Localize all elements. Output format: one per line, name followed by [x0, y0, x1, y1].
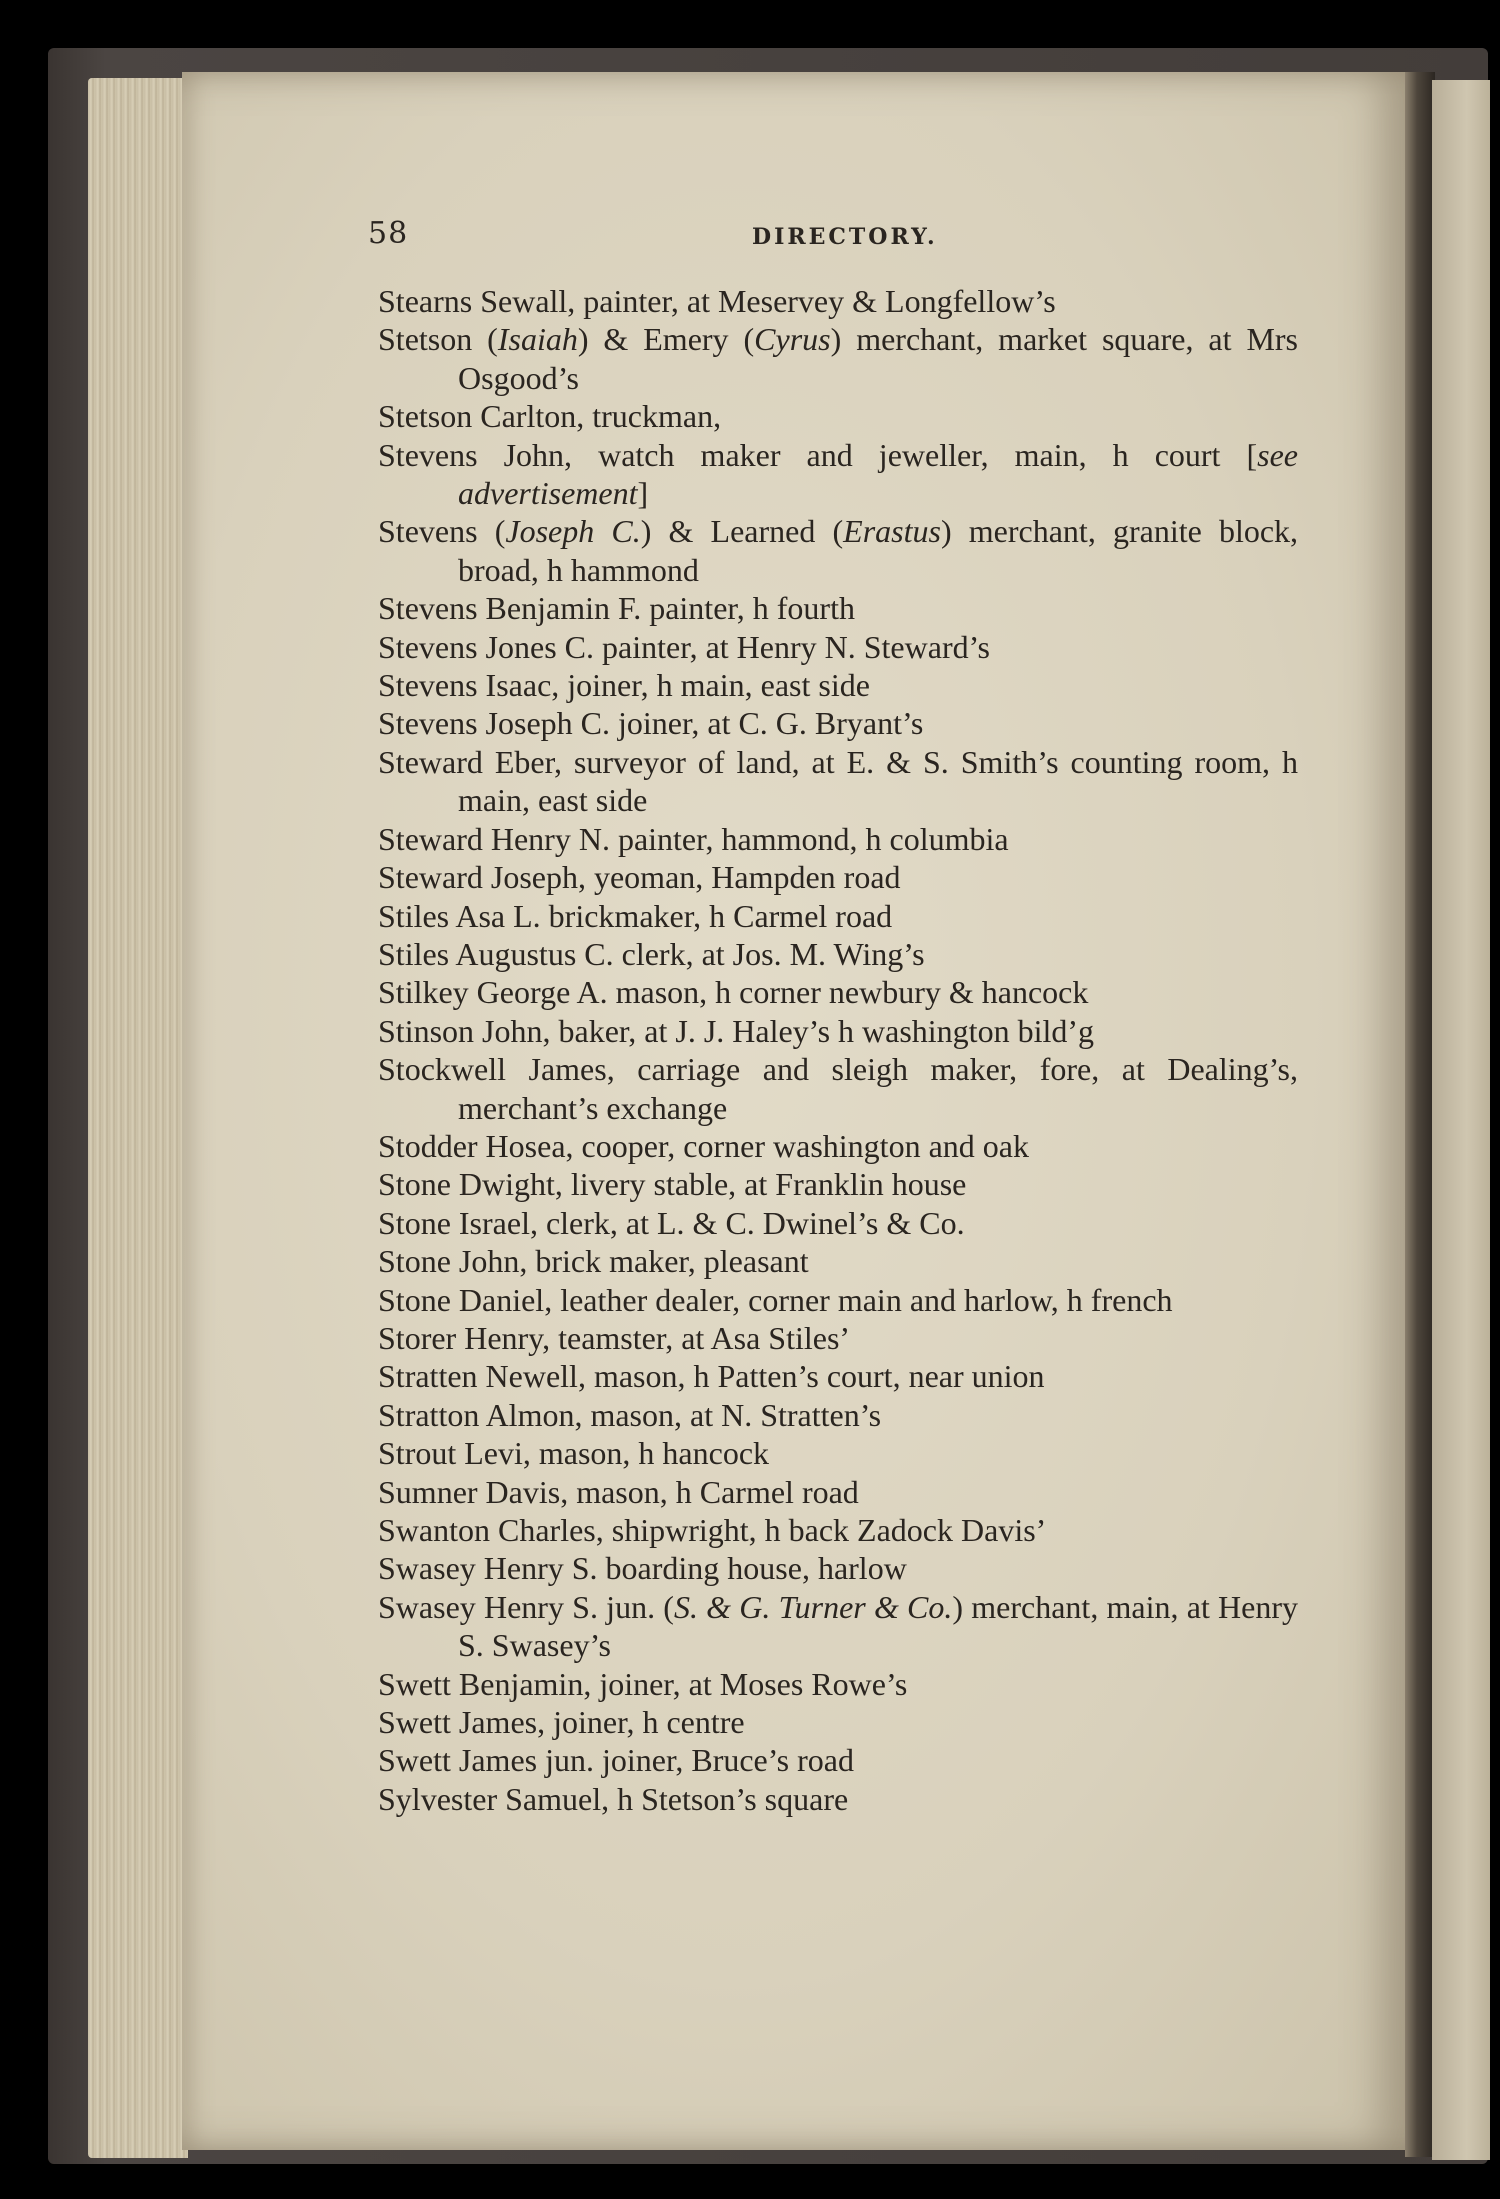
entry-text: Sylvester Samuel, h Stetson’s square [378, 1780, 849, 1817]
directory-entries [378, 282, 1298, 1818]
directory-entry [378, 1281, 1298, 1319]
directory-entry [378, 628, 1298, 666]
entry-text: Steward Eber, surveyor of land, at E. & S. Smith’s counting room, h main, east side [378, 743, 1298, 819]
directory-entry [378, 1473, 1298, 1511]
entry-text: ) merchant, main, at Henry S. Swasey’s [458, 1588, 1299, 1664]
running-head: DIRECTORY. [752, 224, 938, 250]
entry-text: Swasey Henry S. boarding house, harlow [378, 1550, 907, 1587]
entry-text: Stevens Joseph C. joiner, at C. G. Bryant’s [378, 705, 924, 742]
directory-entry [378, 589, 1298, 627]
entry-text: Stockwell James, carriage and sleigh maker, fore, at Dealing’s, merchant’s exchange [378, 1051, 1298, 1126]
directory-entry [378, 320, 1298, 397]
entry-text: Stone John, brick maker, pleasant [378, 1243, 809, 1280]
entry-text: ) merchant, market square, at Mrs Osgood’s [458, 321, 1298, 396]
directory-entry [378, 1703, 1298, 1741]
entry-text: Stevens Benjamin F. painter, h fourth [378, 590, 855, 627]
directory-entry [378, 397, 1298, 435]
entry-text: Swett James jun. joiner, Bruce’s road [378, 1742, 854, 1779]
entry-text: Steward Joseph, yeoman, Hampden road [378, 859, 901, 896]
directory-entry [378, 1319, 1298, 1357]
entry-text: Stevens Jones C. painter, at Henry N. Steward’s [378, 628, 990, 665]
directory-entry [378, 704, 1298, 742]
directory-entry [378, 1396, 1298, 1434]
entry-text: Swanton Charles, shipwright, h back Zadock Davis’ [378, 1512, 1047, 1548]
entry-text: Stevens Isaac, joiner, h main, east side [378, 667, 870, 704]
entry-text: Storer Henry, teamster, at Asa Stiles’ [378, 1319, 851, 1356]
directory-entry [378, 512, 1298, 589]
entry-text: Swasey Henry S. jun. ( [378, 1588, 674, 1625]
directory-entry [378, 666, 1298, 704]
entry-text: Stinson John, baker, at J. J. Haley’s h washington bild’g [378, 1012, 1094, 1049]
entry-text: Stiles Augustus C. clerk, at Jos. M. Wing’s [378, 935, 925, 972]
entry-text: ] [637, 475, 649, 512]
directory-entry [378, 1242, 1298, 1280]
entry-text: ) merchant, granite block, broad, h hammond [458, 513, 1299, 588]
entry-text: Stiles Asa L. brickmaker, h Carmel road [378, 897, 893, 934]
directory-entry [378, 436, 1298, 513]
entry-text: Stearns Sewall, painter, at Meservey & Longfellow’s [378, 283, 1056, 319]
entry-italic-text: Cyrus [754, 321, 831, 358]
entry-text: Stone Daniel, leather dealer, corner main and harlow, h french [378, 1281, 1173, 1318]
entry-italic-text: see advertisement [458, 436, 1298, 512]
entry-text: ) & Emery ( [577, 321, 755, 358]
directory-entry [378, 858, 1298, 896]
entry-italic-text: Joseph C. [505, 513, 641, 550]
entry-text: Stone Dwight, livery stable, at Franklin house [378, 1166, 967, 1203]
entry-text: Stratton Almon, mason, at N. Stratten’s [378, 1396, 882, 1433]
entry-text: Sumner Davis, mason, h Carmel road [378, 1473, 859, 1510]
entry-text: Stetson ( [378, 321, 498, 358]
directory-entry [378, 1012, 1298, 1050]
directory-entry [378, 1434, 1298, 1472]
directory-entry [378, 1204, 1298, 1242]
directory-entry [378, 1588, 1298, 1665]
entry-text: Strout Levi, mason, h hancock [378, 1435, 770, 1472]
entry-text: Stevens ( [378, 513, 506, 550]
directory-entry [378, 820, 1298, 858]
directory-entry [378, 282, 1298, 320]
directory-entry [378, 1165, 1298, 1203]
entry-text: Stilkey George A. mason, h corner newbury & hancock [378, 974, 1089, 1011]
entry-italic-text: Erastus [843, 513, 941, 550]
directory-entry [378, 1357, 1298, 1395]
directory-entry [378, 897, 1298, 935]
directory-entry [378, 973, 1298, 1011]
directory-entry [378, 1050, 1298, 1127]
entry-text: Stetson Carlton, truckman, [378, 398, 722, 435]
entry-text: ) & Learned ( [640, 513, 844, 550]
entry-text: Swett Benjamin, joiner, at Moses Rowe’s [378, 1665, 908, 1702]
entry-italic-text: Isaiah [497, 321, 578, 358]
entry-italic-text: S. & G. Turner & Co. [673, 1588, 953, 1625]
entry-text: Stone Israel, clerk, at L. & C. Dwinel’s & Co. [378, 1204, 965, 1241]
entry-text: Steward Henry N. painter, hammond, h columbia [378, 820, 1009, 857]
directory-entry [378, 1741, 1298, 1779]
directory-entry [378, 1549, 1298, 1587]
page-number: 58 [368, 216, 409, 251]
directory-entry [378, 1127, 1298, 1165]
entry-text: Swett James, joiner, h centre [378, 1704, 745, 1741]
directory-entry [378, 1511, 1298, 1549]
entry-text: Stodder Hosea, cooper, corner washington and oak [378, 1127, 1029, 1164]
directory-entry [378, 1665, 1298, 1703]
directory-entry [378, 1780, 1298, 1818]
directory-entry [378, 743, 1298, 820]
directory-entry [378, 935, 1298, 973]
entry-text: Stevens John, watch maker and jeweller, main, h court [ [378, 436, 1258, 473]
entry-text: Stratten Newell, mason, h Patten’s court, near union [378, 1358, 1045, 1395]
